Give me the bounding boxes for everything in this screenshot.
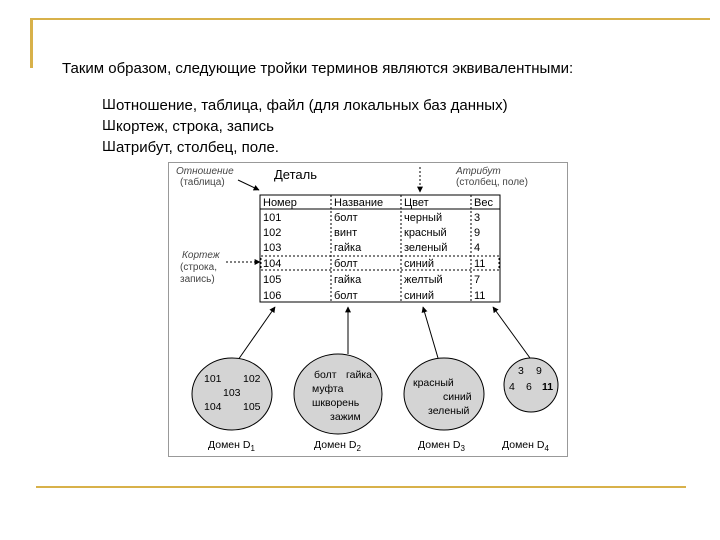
- table-cell: красный: [404, 227, 447, 239]
- tuple-label-sub: (строка,: [180, 262, 217, 273]
- list-item: [102, 137, 508, 158]
- list-item: [102, 95, 508, 116]
- domain-value: 101: [204, 373, 222, 385]
- column-header: Название: [334, 197, 384, 209]
- domain-value: зажим: [330, 411, 361, 423]
- bullet-text: атрибут, столбец, поле.: [116, 139, 279, 156]
- table-cell: 103: [263, 242, 282, 254]
- diagram-svg: [168, 162, 568, 457]
- domain-value: 6: [526, 381, 532, 393]
- table-cell: синий: [404, 290, 435, 302]
- table-cell: винт: [334, 227, 358, 239]
- relation-label-sub: (таблица): [180, 177, 225, 188]
- bullet-list: [102, 95, 508, 158]
- table-cell: 3: [474, 212, 481, 224]
- domain-value: зеленый: [428, 405, 470, 417]
- table-cell: зеленый: [404, 242, 448, 254]
- table-cell: 101: [263, 212, 282, 224]
- bullet-marker-icon: Ш: [102, 119, 116, 134]
- domain-value: 3: [518, 365, 524, 377]
- domain-value: 11: [542, 381, 554, 393]
- table-cell: болт: [334, 290, 358, 302]
- bullet-text: отношение, таблица, файл (для локальных баз данных): [116, 97, 508, 114]
- table-cell: болт: [334, 258, 358, 270]
- domain-caption: Домен $D_3$: [418, 439, 465, 453]
- table-cell: 4: [474, 242, 481, 254]
- list-item: [102, 116, 508, 137]
- domain-value: 105: [243, 401, 261, 413]
- bullet-marker-icon: Ш: [102, 98, 116, 113]
- left-decor-line: [30, 18, 33, 68]
- column-header: Вес: [474, 197, 493, 209]
- domain-value: шкворень: [312, 397, 360, 409]
- bottom-decor-line: [36, 486, 686, 488]
- column-header: Номер: [263, 197, 297, 209]
- column-header: Цвет: [404, 197, 429, 209]
- top-decor-line: [30, 18, 710, 20]
- domain-value: красный: [413, 377, 454, 389]
- domain-value: 104: [204, 401, 222, 413]
- attribute-label: Атрибут: [456, 166, 501, 177]
- table-cell: 106: [263, 290, 282, 302]
- table-cell: синий: [404, 258, 435, 270]
- domain-value: 9: [536, 365, 542, 377]
- table-cell: 11: [474, 258, 486, 270]
- tuple-label: Кортеж: [182, 250, 220, 261]
- domain-value: 102: [243, 373, 261, 385]
- relation-label: Отношение: [176, 166, 234, 177]
- table-cell: 105: [263, 274, 282, 286]
- slide-title: Таким образом, следующие тройки терминов являются эквивалентными:: [62, 60, 574, 77]
- domain-caption: Домен $D_2$: [314, 439, 361, 453]
- table-cell: 7: [474, 274, 481, 286]
- table-cell: 102: [263, 227, 282, 239]
- table-cell: гайка: [334, 242, 362, 254]
- domain-value: муфта: [312, 383, 344, 395]
- table-cell: желтый: [404, 274, 443, 286]
- domain-caption: Домен $D_4$: [502, 439, 549, 453]
- table-cell: болт: [334, 212, 358, 224]
- bullet-marker-icon: Ш: [102, 140, 116, 155]
- table-name: Деталь: [274, 167, 317, 182]
- table-cell: гайка: [334, 274, 362, 286]
- tuple-label-sub: запись): [180, 274, 215, 285]
- domain-value: гайка: [346, 369, 372, 381]
- bullet-text: кортеж, строка, запись: [116, 118, 274, 135]
- domain-value: болт: [314, 369, 337, 381]
- attribute-label-sub: (столбец, поле): [456, 177, 528, 188]
- table-cell: 9: [474, 227, 481, 239]
- table-cell: 11: [474, 290, 486, 302]
- relation-diagram: [168, 162, 568, 457]
- domain-caption: Домен $D_1$: [208, 439, 255, 453]
- domain-value: 103: [223, 387, 241, 399]
- domain-value: 4: [509, 381, 515, 393]
- table-cell: черный: [404, 212, 443, 224]
- table-cell: 104: [263, 258, 282, 270]
- domain-value: синий: [443, 391, 472, 403]
